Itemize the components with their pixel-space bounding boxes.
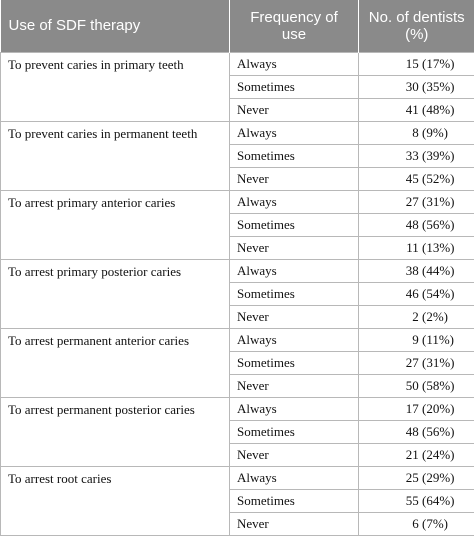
- dentists-cell: [359, 512, 474, 535]
- dentists-percent: (11%): [422, 332, 462, 348]
- dentists-count: 30: [406, 79, 419, 94]
- dentists-percent: (35%): [422, 79, 462, 95]
- table-row: [1, 52, 474, 75]
- dentists-percent: (7%): [422, 516, 462, 532]
- frequency-cell: Always: [230, 52, 359, 75]
- frequency-cell: Never: [230, 374, 359, 397]
- dentists-count: 45: [406, 171, 419, 186]
- header-use: Use of SDF therapy: [1, 0, 230, 52]
- frequency-cell: Never: [230, 236, 359, 259]
- dentists-cell: [359, 167, 474, 190]
- frequency-cell: Sometimes: [230, 213, 359, 236]
- dentists-cell: [359, 305, 474, 328]
- table-row: [1, 259, 474, 282]
- table-row: [1, 466, 474, 489]
- dentists-cell: [359, 259, 474, 282]
- frequency-cell: Sometimes: [230, 144, 359, 167]
- dentists-cell: [359, 236, 474, 259]
- dentists-count: 27: [406, 355, 419, 370]
- dentists-percent: (48%): [422, 102, 462, 118]
- header-dentists: No. of dentists (%): [359, 0, 474, 52]
- dentists-cell: [359, 52, 474, 75]
- frequency-cell: Never: [230, 443, 359, 466]
- frequency-cell: Always: [230, 466, 359, 489]
- dentists-percent: (52%): [422, 171, 462, 187]
- frequency-cell: Sometimes: [230, 489, 359, 512]
- dentists-percent: (56%): [422, 424, 462, 440]
- dentists-count: 33: [406, 148, 419, 163]
- sdf-use-cell: To arrest primary anterior caries: [1, 190, 230, 259]
- dentists-cell: [359, 75, 474, 98]
- frequency-cell: Never: [230, 167, 359, 190]
- frequency-cell: Always: [230, 190, 359, 213]
- dentists-cell: [359, 443, 474, 466]
- dentists-count: 38: [406, 263, 419, 278]
- dentists-count: 21: [406, 447, 419, 462]
- dentists-count: 48: [406, 217, 419, 232]
- frequency-cell: Always: [230, 397, 359, 420]
- dentists-cell: [359, 489, 474, 512]
- dentists-count: 25: [406, 470, 419, 485]
- dentists-cell: [359, 328, 474, 351]
- dentists-percent: (54%): [422, 286, 462, 302]
- dentists-percent: (31%): [422, 194, 462, 210]
- dentists-percent: (20%): [422, 401, 462, 417]
- frequency-cell: Always: [230, 328, 359, 351]
- dentists-count: 46: [406, 286, 419, 301]
- dentists-cell: [359, 420, 474, 443]
- dentists-count: 15: [406, 56, 419, 71]
- dentists-cell: [359, 351, 474, 374]
- dentists-cell: [359, 144, 474, 167]
- table-header: [1, 0, 474, 52]
- header-row: [1, 0, 474, 52]
- table-row: [1, 190, 474, 213]
- dentists-percent: (24%): [422, 447, 462, 463]
- sdf-use-cell: To arrest permanent posterior caries: [1, 397, 230, 466]
- dentists-count: 50: [406, 378, 419, 393]
- dentists-cell: [359, 190, 474, 213]
- dentists-cell: [359, 98, 474, 121]
- dentists-count: 41: [406, 102, 419, 117]
- dentists-count: 8: [412, 125, 419, 140]
- frequency-cell: Never: [230, 512, 359, 535]
- sdf-use-cell: To prevent caries in primary teeth: [1, 52, 230, 121]
- sdf-use-cell: To arrest primary posterior caries: [1, 259, 230, 328]
- dentists-count: 2: [412, 309, 419, 324]
- header-frequency: Frequency of use: [230, 0, 359, 52]
- dentists-count: 48: [406, 424, 419, 439]
- sdf-use-cell: To arrest permanent anterior caries: [1, 328, 230, 397]
- table-body: [1, 52, 474, 535]
- dentists-count: 27: [406, 194, 419, 209]
- dentists-cell: [359, 213, 474, 236]
- dentists-percent: (9%): [422, 125, 462, 141]
- dentists-percent: (13%): [422, 240, 462, 256]
- frequency-cell: Sometimes: [230, 282, 359, 305]
- dentists-cell: [359, 397, 474, 420]
- dentists-percent: (39%): [422, 148, 462, 164]
- dentists-count: 17: [406, 401, 419, 416]
- dentists-count: 6: [412, 516, 419, 531]
- frequency-cell: Always: [230, 259, 359, 282]
- dentists-cell: [359, 282, 474, 305]
- sdf-use-cell: To arrest root caries: [1, 466, 230, 535]
- dentists-percent: (64%): [422, 493, 462, 509]
- dentists-cell: [359, 121, 474, 144]
- dentists-percent: (44%): [422, 263, 462, 279]
- dentists-cell: [359, 374, 474, 397]
- dentists-percent: (29%): [422, 470, 462, 486]
- dentists-percent: (58%): [422, 378, 462, 394]
- frequency-cell: Sometimes: [230, 351, 359, 374]
- dentists-percent: (31%): [422, 355, 462, 371]
- dentists-percent: (2%): [422, 309, 462, 325]
- frequency-cell: Sometimes: [230, 420, 359, 443]
- dentists-count: 11: [406, 240, 419, 255]
- dentists-count: 9: [412, 332, 419, 347]
- frequency-cell: Sometimes: [230, 75, 359, 98]
- dentists-percent: (56%): [422, 217, 462, 233]
- table-row: [1, 397, 474, 420]
- dentists-cell: [359, 466, 474, 489]
- table-row: [1, 328, 474, 351]
- frequency-cell: Never: [230, 305, 359, 328]
- frequency-cell: Always: [230, 121, 359, 144]
- dentists-percent: (17%): [422, 56, 462, 72]
- sdf-use-cell: To prevent caries in permanent teeth: [1, 121, 230, 190]
- dentists-count: 55: [406, 493, 419, 508]
- table-row: [1, 121, 474, 144]
- frequency-cell: Never: [230, 98, 359, 121]
